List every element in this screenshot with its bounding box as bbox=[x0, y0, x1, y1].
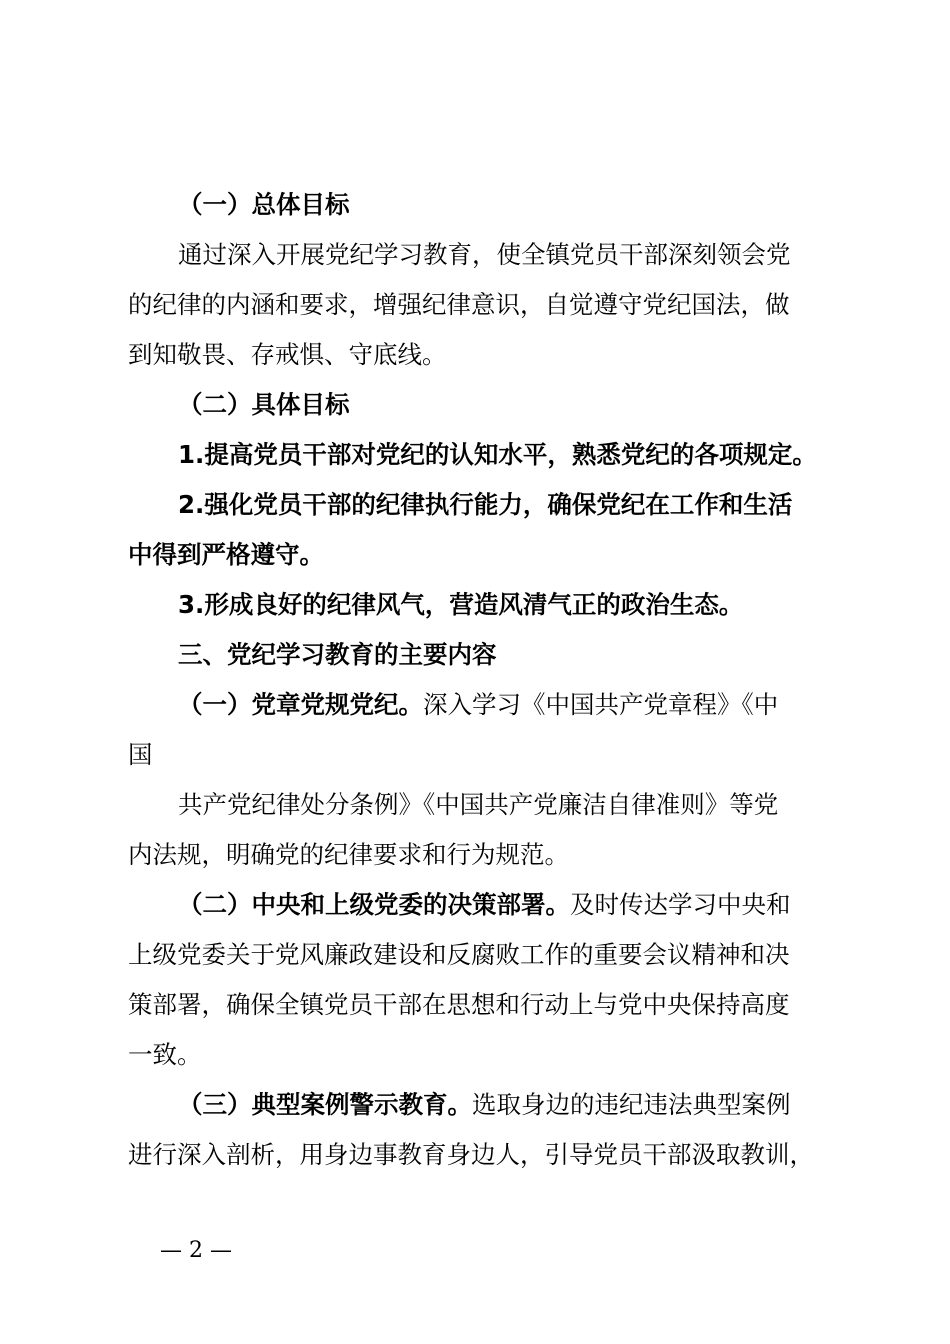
paragraph-line: 到知敬畏、存戒惧、守底线。 bbox=[128, 340, 447, 369]
paragraph-line: 进行深入剖析，用身边事教育身边人，引导党员干部汲取教训， bbox=[128, 1140, 814, 1169]
paragraph-line: 内法规，明确党的纪律要求和行为规范。 bbox=[128, 840, 569, 869]
paragraph-line: 通过深入开展党纪学习教育，使全镇党员干部深刻领会党 bbox=[178, 240, 791, 269]
paragraph-text: 深入学习《中国共产党章程》《中 bbox=[423, 690, 779, 719]
paragraph-line: 的纪律的内涵和要求，增强纪律意识，自觉遵守党纪国法，做 bbox=[128, 290, 790, 319]
goal-item-2: 2.强化党员干部的纪律执行能力，确保党纪在工作和生活 bbox=[178, 490, 793, 519]
subheading-decisions: （二）中央和上级党委的决策部署。 bbox=[178, 890, 570, 919]
goal-item-2-cont: 中得到严格遵守。 bbox=[128, 540, 324, 569]
paragraph-line bbox=[178, 689, 778, 721]
paragraph-line: 共产党纪律处分条例》《中国共产党廉洁自律准则》等党 bbox=[178, 790, 779, 819]
paragraph-line: 一致。 bbox=[128, 1040, 202, 1069]
heading-specific-goal: （二）具体目标 bbox=[178, 390, 350, 419]
paragraph-line: 国 bbox=[128, 740, 153, 769]
page-number: — 2 — bbox=[160, 1238, 232, 1263]
paragraph-line bbox=[178, 889, 791, 921]
paragraph-line bbox=[178, 1089, 791, 1121]
section-heading-main-content: 三、党纪学习教育的主要内容 bbox=[178, 640, 497, 669]
paragraph-line: 策部署，确保全镇党员干部在思想和行动上与党中央保持高度 bbox=[128, 990, 790, 1019]
subheading-case-warning: （三）典型案例警示教育。 bbox=[178, 1090, 472, 1119]
paragraph-text: 及时传达学习中央和 bbox=[570, 890, 791, 919]
goal-item-3: 3.形成良好的纪律风气，营造风清气正的政治生态。 bbox=[178, 590, 744, 619]
paragraph-text: 选取身边的违纪违法典型案例 bbox=[472, 1090, 791, 1119]
heading-general-goal: （一）总体目标 bbox=[178, 190, 350, 219]
subheading-party-rules: （一）党章党规党纪。 bbox=[178, 690, 423, 719]
paragraph-line: 上级党委关于党风廉政建设和反腐败工作的重要会议精神和决 bbox=[128, 940, 790, 969]
goal-item-1: 1.提高党员干部对党纪的认知水平，熟悉党纪的各项规定。 bbox=[178, 440, 817, 469]
